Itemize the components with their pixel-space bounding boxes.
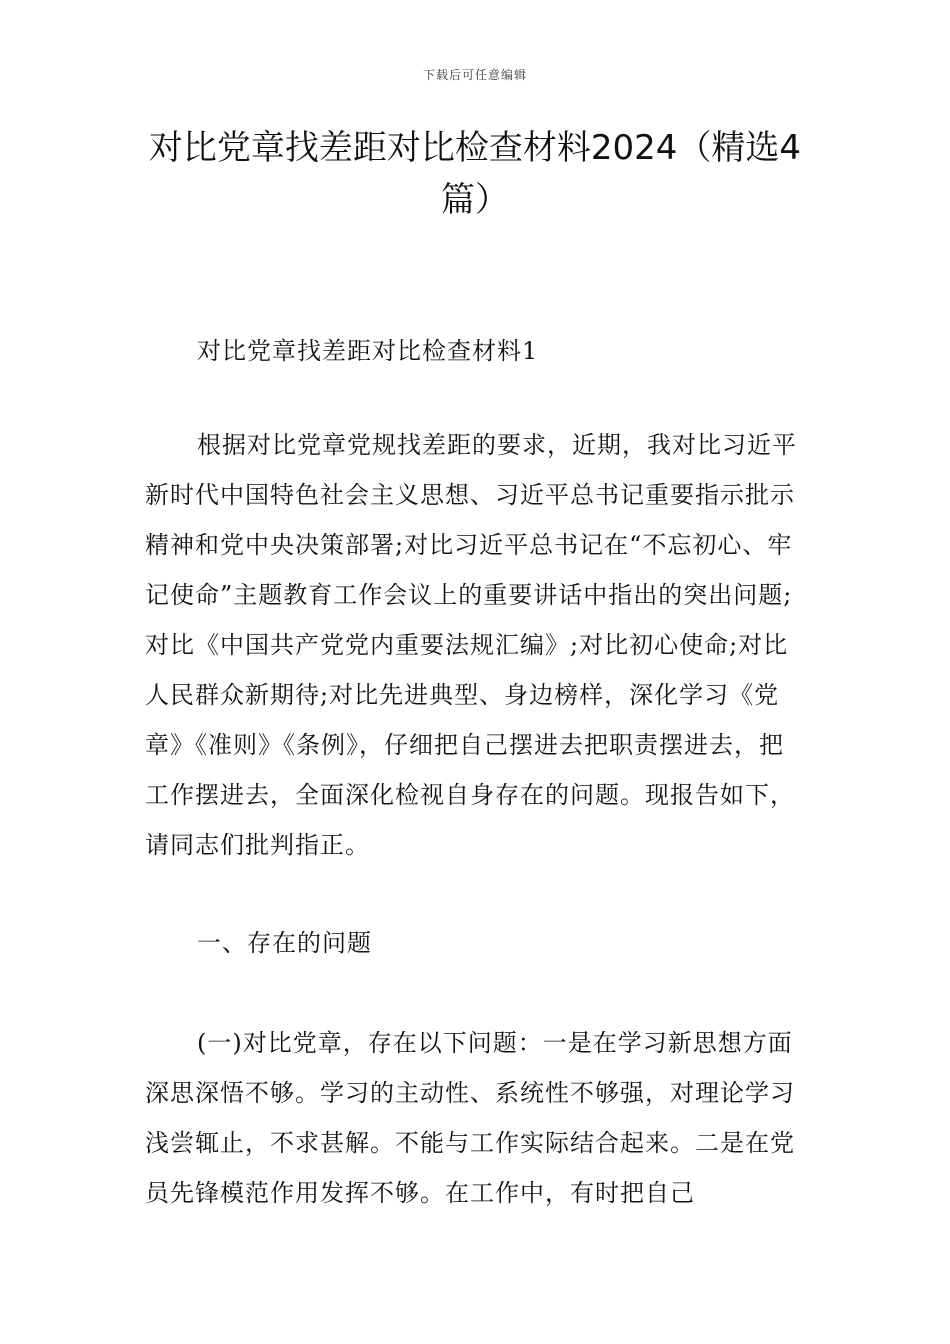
document-subheading: 对比党章找差距对比检查材料1 bbox=[197, 337, 539, 365]
section-heading: 一、存在的问题 bbox=[197, 929, 372, 957]
body-paragraph-1: 根据对比党章党规找差距的要求，近期，我对比习近平新时代中国特色社会主义思想、习近平总书记重要指示批示精神和党中央决策部署;对比习近平总书记在“不忘初心、牢记使命”主题教育工作会议上的重要讲话中指出的突出问题;对比《中国共产党党内重要法规汇编》;对比初心使命;对比人民群众新期待;对比先进典型、身边榜样，深化学习《党章》《准则》《条例》，仔细把自己摆进去把职责摆进去，把工作摆进去，全面深化检视自身存在的问题。现报告如下，请同志们批判指正。 bbox=[145, 431, 797, 859]
header-note: 下载后可任意编辑 bbox=[422, 68, 527, 82]
document-title: 对比党章找差距对比检查材料2024（精选4篇） bbox=[148, 128, 802, 220]
body-paragraph-2: (一)对比党章，存在以下问题：一是在学习新思想方面深思深悟不够。学习的主动性、系统性不够强，对理论学习浅尝辄止，不求甚解。不能与工作实际结合起来。二是在党员先锋模范作用发挥不够。在工作中，有时把自己 bbox=[145, 1029, 795, 1207]
